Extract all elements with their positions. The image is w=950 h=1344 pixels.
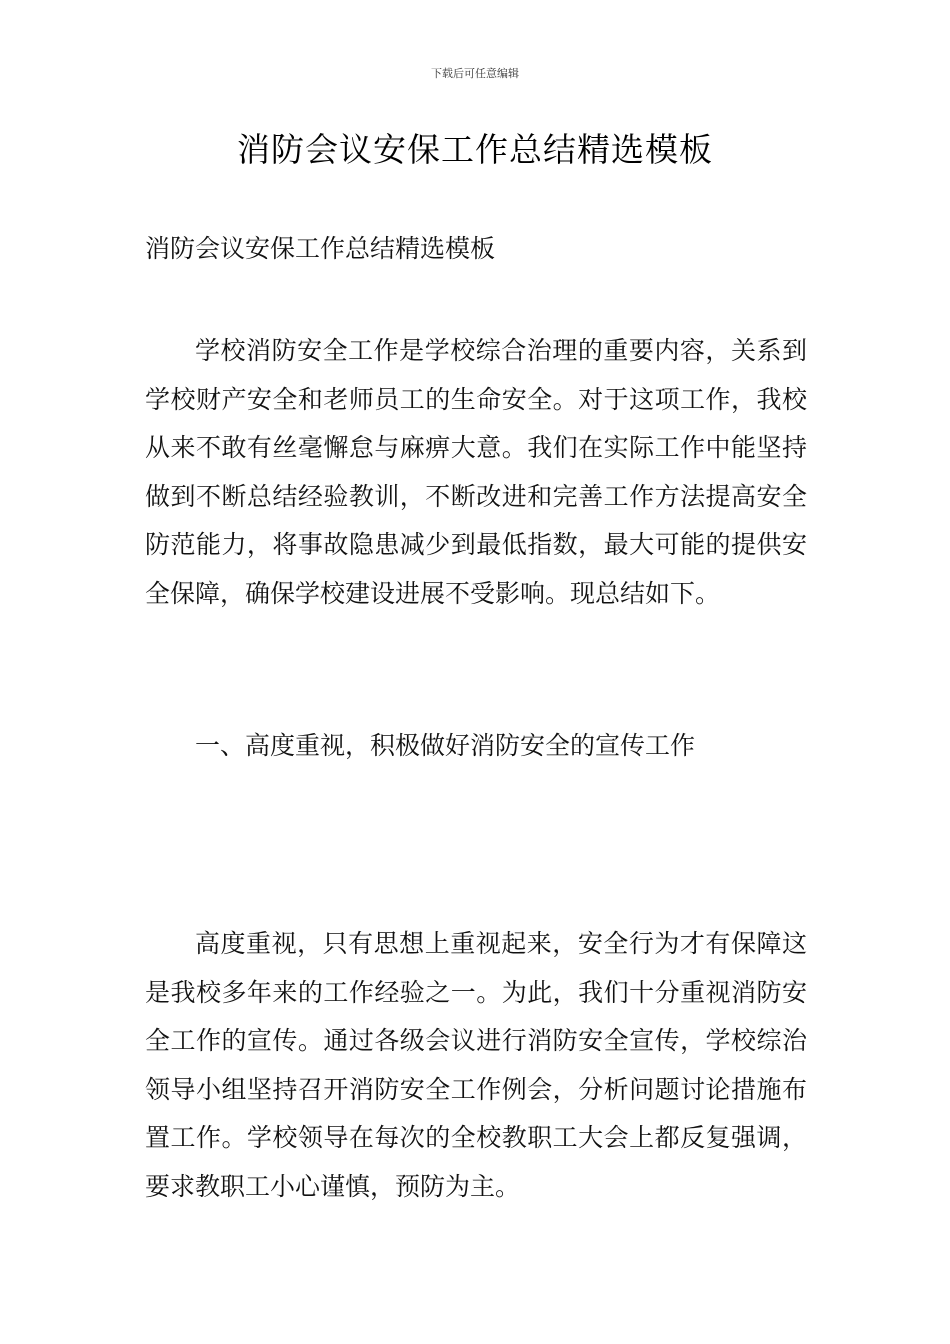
section-1-paragraph: 高度重视，只有思想上重视起来，安全行为才有保障这是我校多年来的工作经验之一。为此，我们十分重视消防安全工作的宣传。通过各级会议进行消防安全宣传，学校综治领导小组坚持召开消防安全工作例会，分析问题讨论措施布置工作。学校领导在每次的全校教职工大会上都反复强调，要求教职工小心谨慎，预防为主。 — [145, 929, 807, 1201]
section-heading-1: 一、高度重视，积极做好消防安全的宣传工作 — [195, 731, 696, 760]
document-subtitle: 消防会议安保工作总结精选模板 — [145, 234, 496, 263]
document-title: 消防会议安保工作总结精选模板 — [237, 130, 713, 169]
intro-paragraph: 学校消防安全工作是学校综合治理的重要内容，关系到学校财产安全和老师员工的生命安全。对于这项工作，我校从来不敢有丝毫懈怠与麻痹大意。我们在实际工作中能坚持做到不断总结经验教训，不断改进和完善工作方法提高安全防范能力，将事故隐患减少到最低指数，最大可能的提供安全保障，确保学校建设进展不受影响。现总结如下。 — [145, 336, 807, 608]
header-note: 下载后可任意编辑 — [431, 67, 519, 80]
